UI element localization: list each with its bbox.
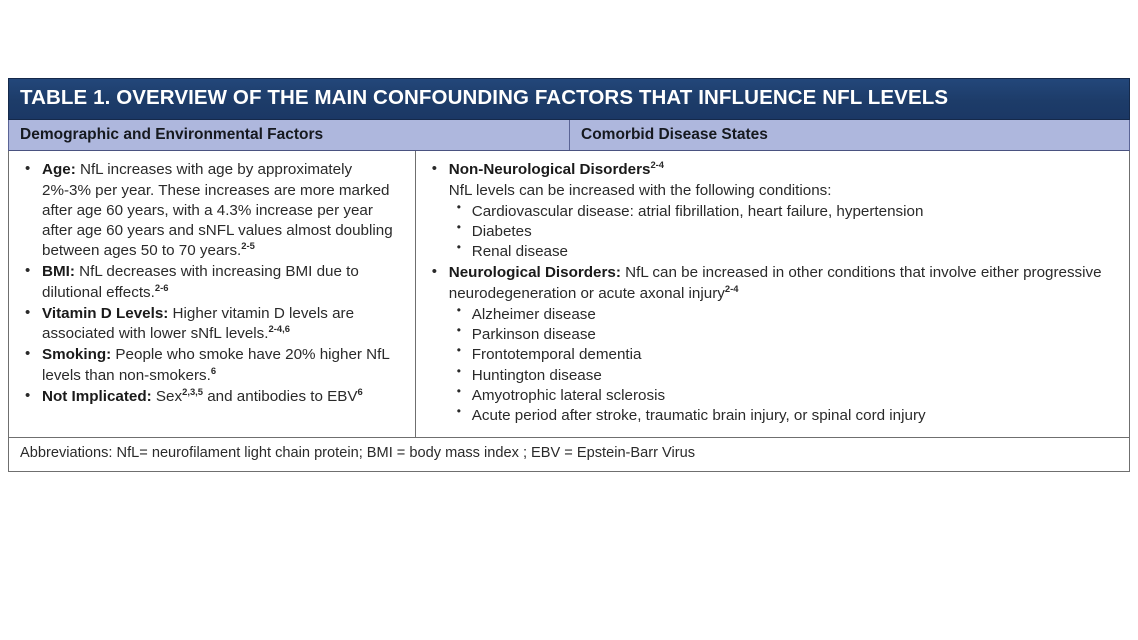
- bullet-lead-in: Not Implicated:: [42, 387, 152, 405]
- bullet-lead-in: Smoking:: [42, 346, 112, 364]
- nested-bullet-list: [449, 202, 1117, 263]
- citation-reference: 6: [357, 385, 363, 397]
- bullet-text: NfL increases with age by approximately 2%-3% per year. These increases are more marked after age 60 years, with a 4.3% increase per year after age 60 years and sNFL values almost doubling between ages 50 to 70 years.: [42, 161, 393, 260]
- nested-list-item: • Parkinson disease: [449, 325, 1117, 345]
- bullet-lead-in: Neurological Disorders:: [448, 264, 621, 282]
- bullet-lead-in: Vitamin D Levels:: [42, 304, 169, 322]
- nested-list-item: • Acute period after stroke, traumatic brain injury, or spinal cord injury: [449, 406, 1117, 426]
- group-intro-text: NfL levels can be increased with the following conditions:: [448, 181, 832, 199]
- nested-list-item: • Renal disease: [449, 242, 1117, 262]
- table-body-row: [8, 151, 1130, 438]
- list-item: [21, 345, 403, 385]
- demographic-bullet-list: [21, 160, 403, 407]
- citation-reference: 2-4: [650, 159, 665, 171]
- bullet-text: Higher vitamin D levels are associated with lower sNfL levels.: [42, 304, 355, 343]
- list-item: [21, 262, 403, 302]
- citation-reference: 2-6: [154, 281, 169, 293]
- cell-comorbid-disease-states: [416, 151, 1129, 437]
- column-header-row: [8, 120, 1130, 152]
- bullet-lead-in: Age:: [42, 161, 76, 179]
- table-container: [8, 78, 1130, 472]
- comorbid-bullet-list: [428, 160, 1117, 426]
- nested-list-item: • Amyotrophic lateral sclerosis: [449, 386, 1117, 406]
- table-title: TABLE 1. OVERVIEW OF THE MAIN CONFOUNDING FACTORS THAT INFLUENCE NFL LEVELS: [8, 78, 1130, 120]
- nested-bullet-list: [449, 305, 1117, 426]
- nested-list-item: • Alzheimer disease: [449, 305, 1117, 325]
- cell-demographic-factors: [9, 151, 416, 437]
- citation-reference: 2,3,5: [182, 385, 204, 397]
- column-header-demographic: Demographic and Environmental Factors: [9, 120, 570, 151]
- nested-list-wrapper: [449, 305, 1117, 426]
- list-item: [21, 160, 403, 261]
- abbreviations-footnote: Abbreviations: NfL= neurofilament light chain protein; BMI = body mass index ; EBV = Epstein-Barr Virus: [8, 438, 1130, 472]
- column-header-comorbid: Comorbid Disease States: [581, 125, 768, 143]
- list-item: [21, 304, 403, 344]
- list-item: [428, 263, 1117, 426]
- bullet-text: People who smoke have 20% higher NfL levels than non-smokers.: [42, 346, 390, 384]
- bullet-text: Sex: [151, 387, 183, 405]
- citation-reference: 2-5: [241, 240, 255, 252]
- nested-list-item: • Frontotemporal dementia: [449, 345, 1117, 365]
- list-item: [428, 160, 1117, 262]
- bullet-text: NfL decreases with increasing BMI due to dilutional effects.: [42, 263, 359, 301]
- nested-list-item: • Diabetes: [449, 222, 1117, 242]
- list-item: [21, 387, 403, 407]
- citation-reference: 2-4: [724, 282, 739, 294]
- bullet-text: and antibodies to EBV: [203, 387, 358, 405]
- bullet-lead-in: Non-Neurological Disorders: [448, 161, 651, 179]
- citation-reference: 6: [210, 364, 217, 376]
- citation-reference: 2-4,6: [268, 323, 290, 334]
- nested-list-item: • Cardiovascular disease: atrial fibrillation, heart failure, hypertension: [449, 202, 1117, 222]
- bullet-text: NfL can be increased in other conditions that involve either progressive neurodegeneration or acute axonal injury: [448, 264, 1102, 302]
- nested-list-wrapper: [449, 202, 1117, 263]
- nested-list-item: • Huntington disease: [449, 366, 1117, 386]
- bullet-lead-in: BMI:: [42, 263, 75, 281]
